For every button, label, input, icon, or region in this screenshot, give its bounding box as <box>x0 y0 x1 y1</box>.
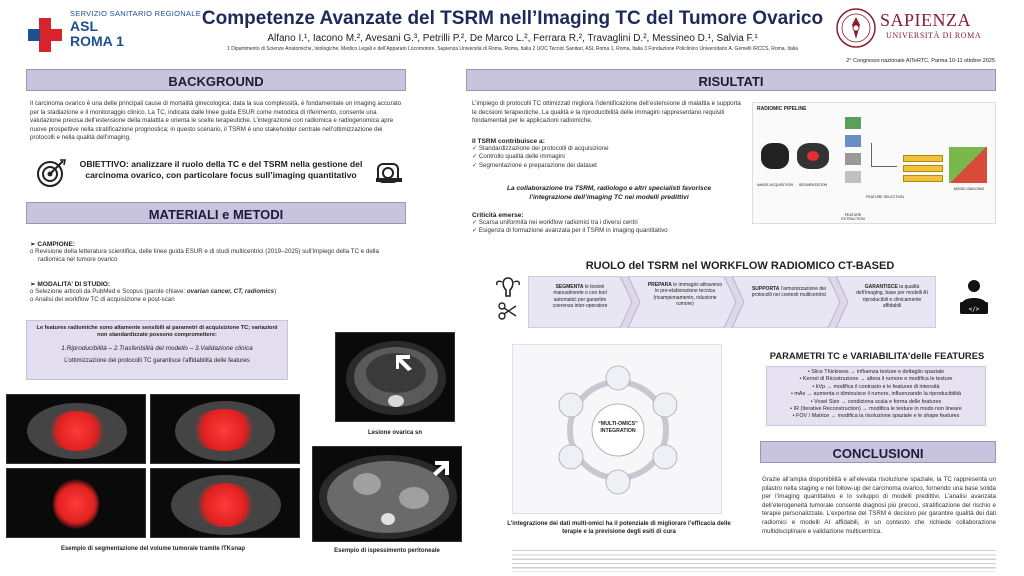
ct-scanner-icon <box>376 160 402 186</box>
caption-peritoneal: Esempio di ispessimento peritoneale <box>334 548 440 554</box>
contrib-item-text: Controllo qualità delle immagini <box>478 153 565 161</box>
pipeline-feature-thumb <box>845 171 861 183</box>
ct-image-peritoneal <box>312 446 462 542</box>
mode-item-1-suffix: ) <box>274 288 277 295</box>
mode-item-2 <box>30 296 406 304</box>
ct-image-ovarian-lesion <box>335 332 455 422</box>
params-title: PARAMETRI TC e VARIABILITA’delle FEATURES <box>769 350 985 361</box>
check-icon: ✓ <box>472 161 479 169</box>
pipeline-model-bar <box>903 175 943 182</box>
critical-item <box>472 227 746 235</box>
check-icon: ✓ <box>472 227 479 235</box>
workflow-bar <box>528 276 936 328</box>
box-list: 1.Riproducibilità – 2.Trasferibilità del modello – 3.Validazione clinica <box>61 345 253 352</box>
arrow-icon: ➢ <box>30 281 38 288</box>
affiliations: 1 Dipartimento di Scienze Anatomiche, Istologiche, Medico Legali e dell’Apparato Locomotore, Sapienza Università di Roma, Roma, Italia 2 UOC Tecnici Sanitari, ASL Roma 1, Roma, Italia 3 Fondazione Policlinico Universitario A. Gemelli IRCCS, Roma, Italia <box>227 46 798 52</box>
param-line: • Voxel Size → condiziona scala e forma delle features <box>810 398 942 405</box>
pipeline-label: SEGMENTATION <box>798 183 828 187</box>
check-icon: ✓ <box>472 219 479 226</box>
step-text: la qualità dell’imaging, base per modelli AI riproducibili e clinicamente affidabili <box>856 284 928 310</box>
asl-line2: ROMA 1 <box>70 33 124 49</box>
mode-item-2-text: Analisi dei workflow TC di acquisizione e post-scan <box>34 296 175 304</box>
university-sub: UNIVERSITÀ DI ROMA <box>886 31 982 40</box>
pipeline-seg-thumb <box>797 143 829 169</box>
references-block <box>512 550 996 572</box>
critical-item-text: Esigenza di formazione avanzata per il TSRM in imaging quantitativo <box>478 227 668 235</box>
critical-section <box>472 212 746 236</box>
radiomic-pipeline-figure <box>752 102 996 224</box>
workflow-step-prepare <box>646 282 724 308</box>
pipeline-label: FEATURE EXTRACTION <box>841 213 865 221</box>
target-icon <box>36 158 66 188</box>
arrow-icon: ➢ <box>30 241 38 248</box>
congress-info: 2° Congresso nazionale AITeRTC, Parma 10-11 ottobre 2025 <box>846 58 995 64</box>
asl-logo-icon <box>28 18 62 52</box>
contrib-item <box>472 145 746 153</box>
sample-item <box>30 248 406 265</box>
step-text: le lesioni manualmente o con tool automatici per garantire coerenza inter-operatore <box>552 284 608 310</box>
multiomics-diagram <box>512 344 722 514</box>
step-verb: GARANTISCE <box>864 284 898 290</box>
mode-section <box>30 280 406 305</box>
param-line: • Kernel di Ricostruzione → altera il rumore e modifica le texture <box>799 376 953 383</box>
box-intro: Le features radiomiche sono altamente sensibili ai parametri di acquisizione TC; variazioni non standardizzate possono compromettere: <box>36 325 278 338</box>
conclusions-heading: CONCLUSIONI <box>760 441 996 463</box>
asl-line1: ASL <box>70 18 98 34</box>
contrib-item <box>472 153 746 161</box>
contrib-item-text: Segmentazione e preparazione dei dataset <box>478 161 597 169</box>
white-arrow-icon <box>394 353 414 373</box>
circle-bullet-icon: o <box>30 296 35 304</box>
workflow-title: RUOLO del TSRM nel WORKFLOW RADIOMICO CT-BASED <box>585 260 895 272</box>
radiomic-sensitivity-box <box>26 320 288 380</box>
multiomics-caption: L’integrazione dei dati multi-omici ha il potenziale di migliorare l’efficacia delle terapie e la previsione degli esiti di cura <box>507 521 731 536</box>
workflow-step-segment <box>544 284 616 310</box>
sample-heading: CAMPIONE: <box>37 241 76 248</box>
contrib-item-text: Standardizzazione dei protocolli di acquisizione <box>478 145 609 152</box>
segmentation-axial-view <box>6 394 146 464</box>
workflow-step-support <box>750 286 828 299</box>
param-line: • mAs → aumenta o diminuisce il rumore, influenzando la riproducibilità <box>791 391 961 398</box>
pipeline-selection-plot <box>871 143 897 167</box>
asl-top-text: SERVIZIO SANITARIO REGIONALE <box>70 9 202 18</box>
sample-item-text: Revisione della letteratura scientifica, delle linee guida ESUR e di studi multicentrici (2019–2025) sull’impiego della TC e della radiomica nel tumore ovarico <box>35 248 379 264</box>
pipeline-title: RADIOMIC PIPELINE <box>757 106 807 112</box>
pipeline-model-plot <box>949 147 987 183</box>
segmentation-coronal-view <box>150 468 300 538</box>
methods-heading: MATERIALI e METODI <box>26 202 406 224</box>
svg-text:</>: </> <box>968 306 980 313</box>
conclusions-text: Grazie all’ampia disponibilità e all’elevata risoluzione spaziale, la TC rappresenta un pilastro nella staging e nel follow-up del carcinoma ovarico, fornendo una base solida per l’imaging quantitativo e lo sviluppo di modelli predittivi. L’analisi avanzata dell’eterogeneità tumorale consente diagnosi più precoci, stratificazione del rischio e terapie personalizzate. L’expertise del TSRM è decisivo per garantire qualità dei dati radiomici e modelli AI affidabili, in un contesto che richiede collaborazione multidisciplinare e validazione multicentrica. <box>762 476 996 535</box>
caption-ovarian-lesion: Lesione ovarica sn <box>367 430 423 436</box>
critical-heading: Criticità emerse: <box>472 212 524 219</box>
step-verb: SUPPORTA <box>751 286 780 292</box>
step-verb: PREPARA <box>647 282 672 288</box>
caption-segmentation: Esempio di segmentazione del volume tumorale tramite ITKsnap <box>60 546 246 552</box>
param-line: • IR (Iterative Reconstruction) → modifica le texture in modo non lineare <box>790 406 962 413</box>
step-text: le immagini attraverso le pre-elaborazione tecnica (ricampionamento, riduzione rumore) <box>653 282 723 308</box>
pipeline-feature-thumb <box>845 117 861 129</box>
mode-item-1 <box>30 288 406 296</box>
sample-section <box>30 240 406 265</box>
pipeline-feature-thumb <box>845 135 861 147</box>
white-arrow-icon <box>431 459 451 477</box>
scissors-icon <box>498 302 518 320</box>
poster-title: Competenze Avanzate del TSRM nell’Imaging TC del Tumore Ovarico <box>201 8 824 29</box>
circle-bullet-icon: o <box>30 248 36 255</box>
critical-item-text: Scarsa uniformità nei workflow radiomici tra i diversi centri <box>478 219 638 226</box>
param-line: • kVp → modifica il contrasto e le features di intensità <box>812 383 940 390</box>
box-outro: L’ottimizzazione dei protocolli TC garantisce l’affidabilità delle features <box>64 358 250 364</box>
contrib-section <box>472 138 746 170</box>
check-icon: ✓ <box>472 153 479 161</box>
check-icon: ✓ <box>472 145 479 152</box>
multiomics-title: “MULTI-OMICS” INTEGRATION <box>598 421 638 434</box>
pipeline-label: MODEL BUILDING <box>953 187 985 191</box>
pipeline-feature-thumb <box>845 153 861 165</box>
step-text: l’armonizzazione dei protocolli nei contesti multicentrici <box>751 286 827 299</box>
segmentation-3d-view <box>6 468 146 538</box>
person-laptop-icon <box>954 278 994 318</box>
params-box <box>766 366 986 426</box>
pipeline-label: FEATURE SELECTION <box>866 195 904 199</box>
background-heading: BACKGROUND <box>26 69 406 91</box>
pipeline-model-bar <box>903 165 943 172</box>
objective-text: OBIETTIVO: analizzare il ruolo della TC e del TSRM nella gestione del carcinoma ovarico, con particolare focus sull’imaging quantitativo <box>79 159 363 180</box>
segmentation-sagittal-view <box>150 394 300 464</box>
workflow-step-guarantee <box>854 284 930 310</box>
pipeline-label: IMAGE ACQUISITION <box>757 183 793 187</box>
contrib-item <box>472 162 746 170</box>
asl-name <box>70 19 124 49</box>
mode-heading: MODALITA’ DI STUDIO: <box>37 281 111 288</box>
background-text: Il carcinoma ovarico è una delle principali cause di mortalità ginecologica; data la sua complessità, è fondamentale un imaging accurato per la stadiazione e il monitoraggio clinico. La TC, indicata dalle linee guida ESUR come metodica di riferimento, consente una valutazione precisa dell’estensione della malattia e orienta le scelte terapeutiche. L’integrazione con radiomica e radiogenomica apre nuove prospettive nella stratificazione prognostica; in questo scenario, il TSRM è uno stakeholder centrale nell’ottimizzazione dei protocolli e nella qualità dell’imaging. <box>30 100 402 142</box>
mode-item-1-keywords: ovarian cancer, CT, radiomics <box>186 288 275 295</box>
university-name: SAPIENZA <box>880 10 972 30</box>
step-verb: SEGMENTA <box>555 284 584 290</box>
param-line: • FOV / Matrice → modifica la risoluzione spaziale e le shape features <box>792 413 960 420</box>
pipeline-model-bar <box>903 155 943 162</box>
results-intro: L’impiego di protocolli TC ottimizzati migliora l’identificazione dell’estensione di malattia e supporta le decisioni terapeutiche. La qualità e la riproducibilità delle immagini rappresentano requisiti fondamentali per le applicazioni radiomiche. <box>472 100 741 125</box>
critical-item <box>472 219 746 227</box>
circle-bullet-icon: o <box>30 288 36 295</box>
param-line: • Slice Thickness → influenza texture e dettaglio spaziale <box>807 369 945 375</box>
pipeline-ct-thumb <box>761 143 789 169</box>
sapienza-seal-icon <box>836 8 876 48</box>
contrib-heading: Il TSRM contribuisce a: <box>472 138 545 145</box>
uterus-icon <box>494 272 522 298</box>
results-heading: RISULTATI <box>466 69 996 91</box>
mode-item-1-prefix: Selezione articoli da PubMed e Scopus (parole chiave: <box>35 288 187 295</box>
collaboration-text: La collaborazione tra TSRM, radiologo e altri specialisti favorisce l’integrazione dell’imaging TC nei modelli predittivi <box>506 185 712 201</box>
authors: Alfano I.¹, Iacono M.², Avesani G.³, Petrilli P.², De Marco L.², Ferrara R.², Travaglini D.², Messineo D.¹, Salvia F.¹ <box>267 33 758 44</box>
